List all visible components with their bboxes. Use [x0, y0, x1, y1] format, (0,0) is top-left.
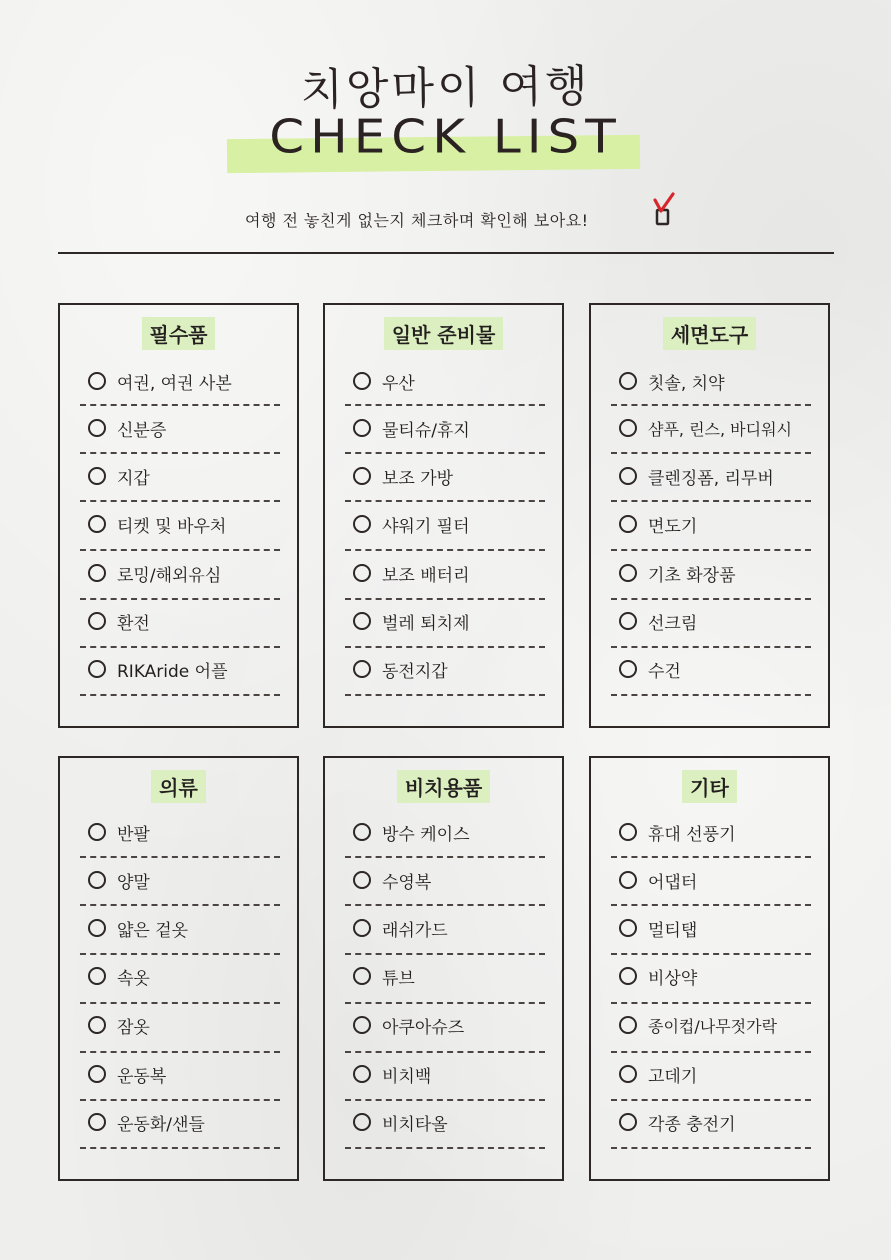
checklist-item[interactable]	[619, 654, 811, 684]
checkbox-circle-icon[interactable]	[619, 919, 637, 937]
item-label: 고데기	[648, 1066, 698, 1087]
checklist-item[interactable]	[88, 606, 280, 636]
dashed-divider	[345, 904, 545, 906]
item-label: 양말	[117, 872, 150, 893]
checklist-item[interactable]	[619, 366, 811, 396]
item-label: 칫솔, 치약	[648, 373, 725, 394]
instruction-text: 여행 전 놓친게 없는지 체크하며 확인해 보아요!	[245, 211, 589, 230]
checklist-item[interactable]	[619, 461, 811, 491]
checklist-item[interactable]	[353, 865, 545, 895]
checkbox-circle-icon[interactable]	[619, 372, 637, 390]
dashed-divider	[345, 1099, 545, 1101]
checkbox-circle-icon[interactable]	[88, 372, 106, 390]
checklist-item[interactable]	[353, 558, 545, 588]
checkbox-circle-icon[interactable]	[88, 467, 106, 485]
item-label: 물티슈/휴지	[382, 420, 470, 441]
item-label: 속옷	[117, 968, 150, 989]
dashed-divider	[345, 1051, 545, 1053]
item-label: 로밍/해외유심	[117, 565, 222, 586]
dashed-divider	[611, 1002, 811, 1004]
item-label: 종이컵/나무젓가락	[648, 1016, 778, 1036]
item-label: 비치백	[382, 1066, 432, 1087]
category-card-toiletries	[589, 303, 830, 728]
checkbox-circle-icon[interactable]	[353, 823, 371, 841]
item-label: 벌레 퇴치제	[382, 613, 470, 634]
dashed-divider	[611, 598, 811, 600]
checkbox-circle-icon[interactable]	[619, 1113, 637, 1131]
dashed-divider	[611, 694, 811, 696]
checklist-item[interactable]	[88, 865, 280, 895]
checklist-item[interactable]	[619, 1107, 811, 1137]
item-label: 우산	[382, 373, 415, 394]
checkbox-circle-icon[interactable]	[619, 1065, 637, 1083]
checkbox-circle-icon[interactable]	[619, 419, 637, 437]
item-label: 선크림	[648, 613, 698, 634]
item-label: 면도기	[648, 516, 698, 537]
dashed-divider	[80, 1099, 280, 1101]
category-title: 비치용품	[397, 770, 490, 803]
dashed-divider	[345, 549, 545, 551]
dashed-divider	[80, 452, 280, 454]
item-label: 각종 충전기	[648, 1114, 736, 1135]
checkbox-circle-icon[interactable]	[353, 1113, 371, 1131]
category-card-etc	[589, 756, 830, 1181]
checkbox-circle-icon[interactable]	[88, 871, 106, 889]
item-label: 반팔	[117, 824, 150, 845]
item-label: 보조 배터리	[382, 565, 470, 586]
category-title: 의류	[151, 770, 206, 803]
checkbox-circle-icon[interactable]	[619, 515, 637, 533]
item-label: 보조 가방	[382, 468, 454, 489]
checkbox-circle-icon[interactable]	[88, 564, 106, 582]
item-label: 여권, 여권 사본	[117, 373, 232, 394]
item-label: 멀티탭	[648, 920, 698, 941]
dashed-divider	[611, 953, 811, 955]
item-label: 얇은 겉옷	[117, 920, 189, 941]
checklist-item[interactable]	[353, 461, 545, 491]
checklist-item[interactable]	[353, 606, 545, 636]
item-label: 비치타올	[382, 1114, 448, 1135]
checkbox-circle-icon[interactable]	[353, 919, 371, 937]
checklist-item[interactable]	[353, 509, 545, 539]
dashed-divider	[611, 452, 811, 454]
item-label: 방수 케이스	[382, 824, 470, 845]
checkbox-circle-icon[interactable]	[353, 564, 371, 582]
item-label: 튜브	[382, 968, 415, 989]
dashed-divider	[611, 1099, 811, 1101]
checkbox-circle-icon[interactable]	[619, 823, 637, 841]
checkbox-circle-icon[interactable]	[88, 1065, 106, 1083]
item-label: 어댑터	[648, 872, 698, 893]
item-label: 운동화/샌들	[117, 1114, 205, 1135]
checklist-item[interactable]	[619, 1010, 811, 1040]
checkbox-circle-icon[interactable]	[88, 919, 106, 937]
checklist-item[interactable]	[88, 509, 280, 539]
item-label: 아쿠아슈즈	[382, 1017, 465, 1038]
category-card-clothing	[58, 756, 299, 1181]
page-subtitle-checklist: CHECK LIST	[269, 110, 622, 164]
category-title: 필수품	[142, 317, 216, 350]
checklist-item[interactable]	[353, 654, 545, 684]
checklist-item[interactable]	[353, 1010, 545, 1040]
checkbox-circle-icon[interactable]	[353, 967, 371, 985]
dashed-divider	[80, 404, 280, 406]
checklist-item[interactable]	[88, 1010, 280, 1040]
category-title: 기타	[682, 770, 737, 803]
dashed-divider	[611, 1051, 811, 1053]
dashed-divider	[611, 904, 811, 906]
checklist-item[interactable]	[88, 461, 280, 491]
checklist-item[interactable]	[88, 1059, 280, 1089]
dashed-divider	[611, 1147, 811, 1149]
dashed-divider	[345, 1147, 545, 1149]
checkbox-circle-icon[interactable]	[88, 419, 106, 437]
item-label: 신분증	[117, 420, 167, 441]
checklist-item[interactable]	[619, 558, 811, 588]
category-title: 세면도구	[663, 317, 756, 350]
check-mark-icon	[652, 192, 678, 232]
dashed-divider	[611, 404, 811, 406]
item-label: 운동복	[117, 1066, 167, 1087]
checkbox-circle-icon[interactable]	[619, 612, 637, 630]
item-label: 잠옷	[117, 1017, 150, 1038]
checkbox-circle-icon[interactable]	[353, 515, 371, 533]
checklist-item[interactable]	[353, 366, 545, 396]
item-label: 휴대 선풍기	[648, 824, 736, 845]
checklist-item[interactable]	[353, 961, 545, 991]
checkbox-circle-icon[interactable]	[353, 419, 371, 437]
checklist-item[interactable]	[619, 606, 811, 636]
dashed-divider	[611, 646, 811, 648]
dashed-divider	[345, 500, 545, 502]
checkbox-circle-icon[interactable]	[619, 660, 637, 678]
checkbox-circle-icon[interactable]	[353, 660, 371, 678]
checklist-item[interactable]	[619, 413, 811, 443]
checkbox-circle-icon[interactable]	[88, 660, 106, 678]
dashed-divider	[80, 1002, 280, 1004]
dashed-divider	[80, 1147, 280, 1149]
dashed-divider	[80, 953, 280, 955]
checklist-item[interactable]	[88, 413, 280, 443]
checklist-item[interactable]	[88, 913, 280, 943]
item-label: 샤워기 필터	[382, 516, 470, 537]
checklist-item[interactable]	[353, 1107, 545, 1137]
dashed-divider	[80, 1051, 280, 1053]
checkbox-circle-icon[interactable]	[88, 612, 106, 630]
checklist-item[interactable]	[88, 366, 280, 396]
checklist-item[interactable]	[619, 913, 811, 943]
dashed-divider	[80, 904, 280, 906]
checklist-item[interactable]	[619, 817, 811, 847]
checkbox-circle-icon[interactable]	[353, 871, 371, 889]
item-label: 환전	[117, 613, 150, 634]
item-label: 비상약	[648, 968, 698, 989]
checkbox-circle-icon[interactable]	[353, 1065, 371, 1083]
checkbox-circle-icon[interactable]	[619, 564, 637, 582]
dashed-divider	[345, 1002, 545, 1004]
dashed-divider	[345, 646, 545, 648]
checklist-item[interactable]	[353, 913, 545, 943]
checkbox-circle-icon[interactable]	[88, 1016, 106, 1034]
dashed-divider	[345, 452, 545, 454]
category-card-beach	[323, 756, 564, 1181]
item-label: RIKAride 어플	[117, 661, 228, 682]
checkbox-circle-icon[interactable]	[353, 372, 371, 390]
dashed-divider	[345, 856, 545, 858]
dashed-divider	[611, 549, 811, 551]
page-title: 치앙마이 여행	[300, 60, 591, 117]
checkbox-circle-icon[interactable]	[619, 1016, 637, 1034]
item-label: 동전지갑	[382, 661, 448, 682]
checklist-item[interactable]	[619, 865, 811, 895]
item-label: 기초 화장품	[648, 565, 736, 586]
checkbox-circle-icon[interactable]	[619, 967, 637, 985]
dashed-divider	[345, 598, 545, 600]
checkbox-circle-icon[interactable]	[88, 967, 106, 985]
checklist-item[interactable]	[619, 1059, 811, 1089]
checkbox-circle-icon[interactable]	[88, 823, 106, 841]
header-divider	[58, 252, 834, 254]
item-label: 수건	[648, 661, 681, 682]
checkbox-circle-icon[interactable]	[619, 467, 637, 485]
checklist-item[interactable]	[88, 654, 280, 684]
item-label: 래쉬가드	[382, 920, 448, 941]
item-label: 클렌징폼, 리무버	[648, 468, 774, 489]
checklist-item[interactable]	[88, 961, 280, 991]
dashed-divider	[80, 856, 280, 858]
checkbox-circle-icon[interactable]	[353, 612, 371, 630]
checkbox-circle-icon[interactable]	[619, 871, 637, 889]
dashed-divider	[80, 694, 280, 696]
checklist-item[interactable]	[88, 817, 280, 847]
category-card-general	[323, 303, 564, 728]
dashed-divider	[345, 694, 545, 696]
item-label: 수영복	[382, 872, 432, 893]
item-label: 샴푸, 린스, 바디워시	[648, 419, 792, 439]
checklist-item[interactable]	[353, 413, 545, 443]
dashed-divider	[80, 549, 280, 551]
dashed-divider	[80, 598, 280, 600]
dashed-divider	[80, 646, 280, 648]
checkbox-circle-icon[interactable]	[88, 1113, 106, 1131]
checklist-item[interactable]	[353, 1059, 545, 1089]
checklist-item[interactable]	[619, 961, 811, 991]
dashed-divider	[345, 953, 545, 955]
checklist-item[interactable]	[619, 509, 811, 539]
dashed-divider	[611, 500, 811, 502]
checklist-item[interactable]	[88, 558, 280, 588]
item-label: 티켓 및 바우처	[117, 516, 227, 537]
checklist-item[interactable]	[353, 817, 545, 847]
checkbox-circle-icon[interactable]	[88, 515, 106, 533]
category-card-essentials	[58, 303, 299, 728]
dashed-divider	[80, 500, 280, 502]
checkbox-circle-icon[interactable]	[353, 467, 371, 485]
checklist-item[interactable]	[88, 1107, 280, 1137]
dashed-divider	[611, 856, 811, 858]
item-label: 지갑	[117, 468, 150, 489]
checkbox-circle-icon[interactable]	[353, 1016, 371, 1034]
dashed-divider	[345, 404, 545, 406]
category-title: 일반 준비물	[384, 317, 504, 350]
